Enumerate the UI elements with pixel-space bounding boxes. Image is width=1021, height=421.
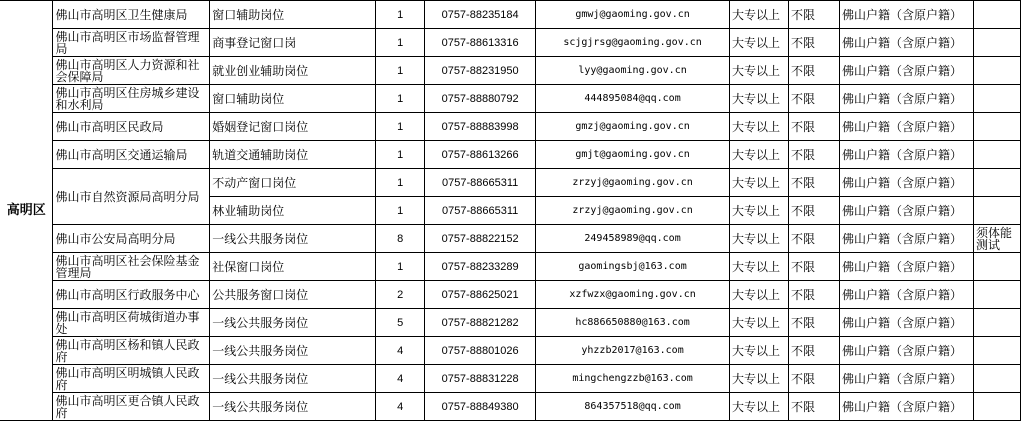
department-cell: 佛山市高明区民政局: [53, 113, 210, 141]
education-cell: 大专以上: [730, 57, 789, 85]
education-cell: 大专以上: [730, 197, 789, 225]
domicile-cell: 佛山户籍（含原户籍）: [839, 29, 973, 57]
education-cell: 大专以上: [730, 281, 789, 309]
table-row: [0, 393, 1021, 421]
table-row: [0, 253, 1021, 281]
limit-cell: 不限: [789, 141, 840, 169]
post-cell: 一线公共服务岗位: [210, 393, 376, 421]
domicile-cell: 佛山户籍（含原户籍）: [839, 113, 973, 141]
table-row: [0, 337, 1021, 365]
email-cell: scjgjrsg@gaoming.gov.cn: [536, 29, 730, 57]
note-cell: [973, 29, 1020, 57]
limit-cell: 不限: [789, 57, 840, 85]
note-cell: [973, 253, 1020, 281]
domicile-cell: 佛山户籍（含原户籍）: [839, 1, 973, 29]
department-cell: 佛山市高明区交通运输局: [53, 141, 210, 169]
domicile-cell: 佛山户籍（含原户籍）: [839, 225, 973, 253]
post-cell: 窗口辅助岗位: [210, 85, 376, 113]
table-row: [0, 365, 1021, 393]
post-cell: 社保窗口岗位: [210, 253, 376, 281]
department-cell: 佛山市高明区市场监督管理局: [53, 29, 210, 57]
limit-cell: 不限: [789, 281, 840, 309]
count-cell: 4: [376, 393, 425, 421]
phone-cell: 0757-88822152: [425, 225, 536, 253]
education-cell: 大专以上: [730, 253, 789, 281]
email-cell: hc886650880@163.com: [536, 309, 730, 337]
post-cell: 商事登记窗口岗: [210, 29, 376, 57]
domicile-cell: 佛山户籍（含原户籍）: [839, 393, 973, 421]
phone-cell: 0757-88880792: [425, 85, 536, 113]
education-cell: 大专以上: [730, 85, 789, 113]
email-cell: gmzj@gaoming.gov.cn: [536, 113, 730, 141]
email-cell: 249458989@qq.com: [536, 225, 730, 253]
table-row: [0, 281, 1021, 309]
post-cell: 一线公共服务岗位: [210, 337, 376, 365]
domicile-cell: 佛山户籍（含原户籍）: [839, 337, 973, 365]
limit-cell: 不限: [789, 365, 840, 393]
count-cell: 1: [376, 253, 425, 281]
note-cell: [973, 169, 1020, 197]
phone-cell: 0757-88625021: [425, 281, 536, 309]
domicile-cell: 佛山户籍（含原户籍）: [839, 253, 973, 281]
domicile-cell: 佛山户籍（含原户籍）: [839, 141, 973, 169]
department-cell: 佛山市高明区卫生健康局: [53, 1, 210, 29]
count-cell: 1: [376, 85, 425, 113]
email-cell: gmwj@gaoming.gov.cn: [536, 1, 730, 29]
phone-cell: 0757-88831228: [425, 365, 536, 393]
count-cell: 8: [376, 225, 425, 253]
table-row: [0, 141, 1021, 169]
phone-cell: 0757-88665311: [425, 169, 536, 197]
note-cell: [973, 393, 1020, 421]
note-cell: [973, 365, 1020, 393]
table-row: [0, 85, 1021, 113]
education-cell: 大专以上: [730, 393, 789, 421]
count-cell: 1: [376, 57, 425, 85]
education-cell: 大专以上: [730, 141, 789, 169]
limit-cell: 不限: [789, 337, 840, 365]
phone-cell: 0757-88665311: [425, 197, 536, 225]
table-row: [0, 113, 1021, 141]
education-cell: 大专以上: [730, 169, 789, 197]
table-row: [0, 169, 1021, 197]
count-cell: 5: [376, 309, 425, 337]
post-cell: 一线公共服务岗位: [210, 309, 376, 337]
note-cell: [973, 309, 1020, 337]
limit-cell: 不限: [789, 113, 840, 141]
count-cell: 1: [376, 1, 425, 29]
education-cell: 大专以上: [730, 29, 789, 57]
table-row: [0, 29, 1021, 57]
count-cell: 1: [376, 197, 425, 225]
note-cell: [973, 141, 1020, 169]
post-cell: 婚姻登记窗口岗位: [210, 113, 376, 141]
note-cell: 须体能测试: [973, 225, 1020, 253]
email-cell: zrzyj@gaoming.gov.cn: [536, 169, 730, 197]
post-cell: 林业辅助岗位: [210, 197, 376, 225]
count-cell: 1: [376, 141, 425, 169]
department-cell: 佛山市自然资源局高明分局: [53, 169, 210, 225]
department-cell: 佛山市公安局高明分局: [53, 225, 210, 253]
count-cell: 1: [376, 113, 425, 141]
table-row: [0, 1, 1021, 29]
education-cell: 大专以上: [730, 365, 789, 393]
department-cell: 佛山市高明区荷城街道办事处: [53, 309, 210, 337]
phone-cell: 0757-88821282: [425, 309, 536, 337]
email-cell: gmjt@gaoming.gov.cn: [536, 141, 730, 169]
post-cell: 不动产窗口岗位: [210, 169, 376, 197]
email-cell: xzfwzx@gaoming.gov.cn: [536, 281, 730, 309]
limit-cell: 不限: [789, 1, 840, 29]
domicile-cell: 佛山户籍（含原户籍）: [839, 57, 973, 85]
domicile-cell: 佛山户籍（含原户籍）: [839, 281, 973, 309]
post-cell: 轨道交通辅助岗位: [210, 141, 376, 169]
table-row: [0, 57, 1021, 85]
phone-cell: 0757-88613316: [425, 29, 536, 57]
domicile-cell: 佛山户籍（含原户籍）: [839, 197, 973, 225]
email-cell: mingchengzzb@163.com: [536, 365, 730, 393]
limit-cell: 不限: [789, 309, 840, 337]
table-row: [0, 309, 1021, 337]
phone-cell: 0757-88233289: [425, 253, 536, 281]
education-cell: 大专以上: [730, 225, 789, 253]
domicile-cell: 佛山户籍（含原户籍）: [839, 365, 973, 393]
department-cell: 佛山市高明区行政服务中心: [53, 281, 210, 309]
education-cell: 大专以上: [730, 337, 789, 365]
department-cell: 佛山市高明区明城镇人民政府: [53, 365, 210, 393]
limit-cell: 不限: [789, 225, 840, 253]
note-cell: [973, 113, 1020, 141]
email-cell: 444895084@qq.com: [536, 85, 730, 113]
limit-cell: 不限: [789, 29, 840, 57]
phone-cell: 0757-88613266: [425, 141, 536, 169]
phone-cell: 0757-88801026: [425, 337, 536, 365]
post-cell: 就业创业辅助岗位: [210, 57, 376, 85]
note-cell: [973, 57, 1020, 85]
limit-cell: 不限: [789, 197, 840, 225]
education-cell: 大专以上: [730, 113, 789, 141]
email-cell: gaomingsbj@163.com: [536, 253, 730, 281]
education-cell: 大专以上: [730, 309, 789, 337]
department-cell: 佛山市高明区人力资源和社会保障局: [53, 57, 210, 85]
limit-cell: 不限: [789, 393, 840, 421]
phone-cell: 0757-88883998: [425, 113, 536, 141]
note-cell: [973, 197, 1020, 225]
department-cell: 佛山市高明区社会保险基金管理局: [53, 253, 210, 281]
education-cell: 大专以上: [730, 1, 789, 29]
count-cell: 4: [376, 365, 425, 393]
district-cell: 高明区: [0, 1, 53, 421]
limit-cell: 不限: [789, 169, 840, 197]
domicile-cell: 佛山户籍（含原户籍）: [839, 169, 973, 197]
email-cell: lyy@gaoming.gov.cn: [536, 57, 730, 85]
count-cell: 4: [376, 337, 425, 365]
department-cell: 佛山市高明区杨和镇人民政府: [53, 337, 210, 365]
domicile-cell: 佛山户籍（含原户籍）: [839, 85, 973, 113]
note-cell: [973, 281, 1020, 309]
email-cell: yhzzb2017@163.com: [536, 337, 730, 365]
count-cell: 2: [376, 281, 425, 309]
email-cell: 864357518@qq.com: [536, 393, 730, 421]
domicile-cell: 佛山户籍（含原户籍）: [839, 309, 973, 337]
note-cell: [973, 1, 1020, 29]
phone-cell: 0757-88235184: [425, 1, 536, 29]
post-cell: 公共服务窗口岗位: [210, 281, 376, 309]
department-cell: 佛山市高明区更合镇人民政府: [53, 393, 210, 421]
email-cell: zrzyj@gaoming.gov.cn: [536, 197, 730, 225]
limit-cell: 不限: [789, 253, 840, 281]
limit-cell: 不限: [789, 85, 840, 113]
count-cell: 1: [376, 169, 425, 197]
post-cell: 一线公共服务岗位: [210, 365, 376, 393]
note-cell: [973, 85, 1020, 113]
note-cell: [973, 337, 1020, 365]
post-cell: 窗口辅助岗位: [210, 1, 376, 29]
phone-cell: 0757-88231950: [425, 57, 536, 85]
count-cell: 1: [376, 29, 425, 57]
phone-cell: 0757-88849380: [425, 393, 536, 421]
table-row: [0, 225, 1021, 253]
department-cell: 佛山市高明区住房城乡建设和水利局: [53, 85, 210, 113]
post-cell: 一线公共服务岗位: [210, 225, 376, 253]
